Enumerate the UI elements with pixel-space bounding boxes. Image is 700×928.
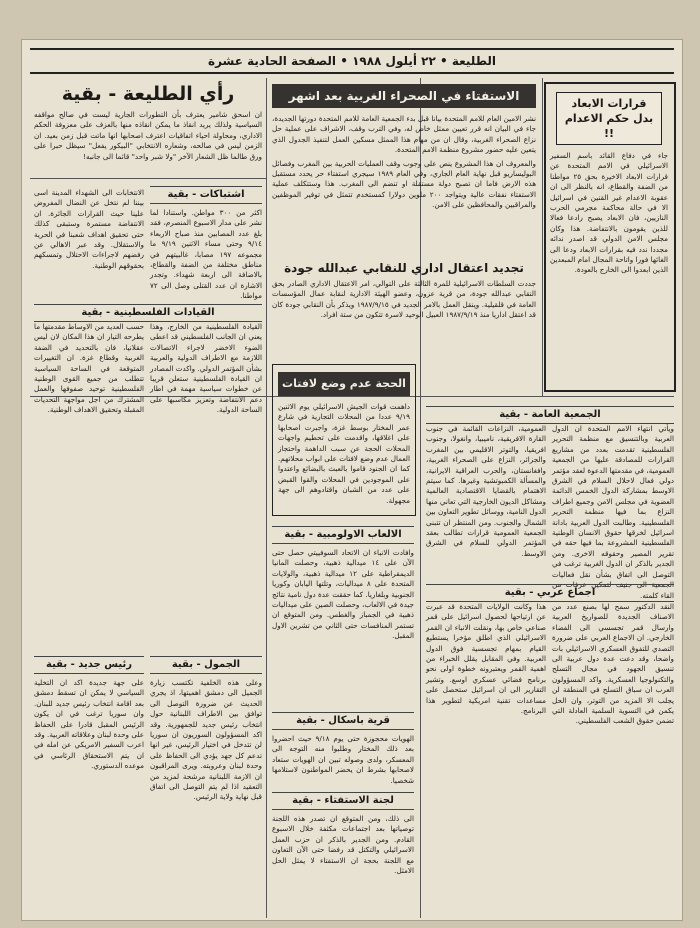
editorial-article <box>34 82 262 165</box>
statements-body: اكثر من ٣٠٠ مواطن. واستنادا لما نشر على مدار الاسبوع المنصرم، فقد بلغ عدد المصابين منذ صباح الاربعاء ٩/١٤ وحتى مساء الاثنين ٩/١٩ ما مجموعه ١٩٧ مصابا، غالبيتهم في مناطق مختلفة من الضفة والقطاع، بالاضافة الى اربعة شهداء. وتجدر الاشارة ان عدد القتلى وصل الى ٧٢ مواطنا. <box>150 208 263 301</box>
interview-body: الانتخابات الى الشهداء المدينة اسى بيننا لم نتخل عن النضال المفروض علينا حيث القرارات الجائرة. ان الانتفاضة مستمرة وستبقى كذلك حتى تحقيق اهداف شعبنا في الحرية والاستقلال. وقد عبر الاهالي عن رفضهم لاجراءات الاحتلال وتمسكهم بحقوقهم الوطنية. <box>34 188 144 270</box>
baskall-title: قرية باسكال - بقية <box>272 712 414 730</box>
deportation-article <box>550 88 668 279</box>
referendum-title: الاستفتاء في الصحراء الغربية بعد اشهر <box>272 84 536 108</box>
detention-title: تجديد اعتقال اداري للنقابي عبدالله جودة <box>284 261 524 275</box>
arms-title: اجماع عربي - بقية <box>426 584 674 602</box>
baskall-body: الهويات محجوزة حتى يوم ٩/١٨ حيث احضروا بعد ذلك المختار وطلبوا منه التوجه الى المعسكر، ولدى وصوله تبين ان الهويات ستعاد لاصحابها بشرط ان يحضر المواطنون لاستلامها شخصيا. <box>272 734 414 785</box>
deportation-body: جاء في دفاع القائد باسم السفير الاسرائيلي في الامم المتحدة عن قرارات الابعاد الاخيرة بحق ٢٥ مواطنا من الضفة والقطاع، انه بالنظر الى ان عقوبة الاعدام غير القنين في اسرائيل الا في حالة محاكمة مجرمي الحرب النازيين، فان الابعاد يصبح رادعا فعالا للذين يقومون بالانتفاضة. هذا وكان مجلس الامن الدولي قد اصدر ندائه مجددا ندد فيه بقرارات الابعاد ودعا الى الغائها فورا واتاحة المجال امام المبعدين الذين ابعدوا الى الخارج بالعودة. <box>550 151 668 275</box>
olympics-body: وافادت الانباء ان الاتحاد السوفييتي حصل حتى الآن على ١٤ ميدالية ذهبية، وحصلت المانيا الديمقراطية على ١٢ ميدالية ذهبية، والولايات المتحدة على ٨ ميداليات، وتلتها اليابان وكوريا الجنوبية وبلغاريا. كما حققت عدة دول نامية نتائج جيدة في الالعاب، وحصلت الصين على ميداليات ذهبية في الجمباز والغطس. ومن المتوقع ان تستمر المنافسات حتى الثاني من تشرين الاول المقبل. <box>272 548 414 641</box>
committee-title: لجنة الاستفتاء - بقية <box>272 792 414 810</box>
leaders-col-2 <box>34 322 144 419</box>
section-rule <box>30 178 266 179</box>
baskall-article <box>272 708 414 789</box>
assembly-body-1: ويأتي انتهاء الامم المتحدة ان الدول العربية وبالتنسيق مع منظمة التحرير الفلسطينية تقدمت بعدد من مشاريع القرارات للمصادقة عليها من الجمعية العمومية، في مقدمتها الدعوة لعقد مؤتمر دولي فعال لاحلال السلام في الشرق الاوسط بمشاركة الدول الخمس الدائمة العضوية في مجلس الامن وجميع اطراف النزاع بما فيها منظمة التحرير الفلسطينية. وطالبت الدول العربية بادانة اسرائيل لخرقها حقوق الانسان الوطنية الفلسطينية المشروعة بما فيها حقه في تقرير المصير وحقوقه الاخرى. ومن الجدير بالذكر ان الدول الغربية ترغب في التوصل الى اتفاق بشأن نقل فعاليات الجمعية الى جنيف لتمكين عرفات من القاء كلمته. <box>552 424 674 600</box>
column-rule <box>266 78 267 918</box>
president-title: رئيس جديد - بقية <box>34 656 144 674</box>
arms-col <box>552 602 674 730</box>
us-body: هذا وكانت الولايات المتحدة قد عبرت عن ارتياحها لحصول اسرائيل على قمر صناعي خاص بها، ونقلت الانباء ان القمر الاسرائيلي الذي اطلق مؤخرا يستطيع القيام بمهام تجسسية فوق الدول العربية. وفي المقابل يقلل الخبراء من اهمية القمر ويعتبرونه خطوة اولى نحو برنامج فضائي عسكري اوسع. وتشير التقارير الى ان اسرائيل ستحصل على مساعدات تقنية امريكية لتطوير هذا البرنامج. <box>426 602 546 716</box>
arms-body: النقد الدكتور سمح لها بصنع عدد من الاصناف الجديدة للصواريخ العربية وارسال قمر تجسسي الى الفضاء الخارجي. ان الاجماع العربي على ضرورة التصدي للتفوق العسكري الاسرائيلي بات واضحا، وقد دعت عدة دول عربية الى تنسيق الجهود في مجال التسلح والتكنولوجيا العسكرية. واكد المسؤولون العرب ان سباق التسلح في المنطقة لن يجلب الا المزيد من التوتر، وان الحل يكمن في التسوية السلمية العادلة التي تضمن حقوق الشعب الفلسطيني. <box>552 602 674 726</box>
committee-body: الى ذلك، ومن المتوقع ان تصدر هذه اللجنة توصياتها بعد اجتماعات مكثفة خلال الاسبوع القادم. ومن الجدير بالذكر ان حزب العمل الاسرائيلي والتكتل قد رفضا حتى الآن التعاون مع اللجنة بحجة ان الاستفتاء لا يمثل الحل الامثل. <box>272 814 414 876</box>
president-article <box>34 652 144 775</box>
president-body: على جهة جديدة اكد ان التخلية السياسي لا يمكن ان تسقط دمشق بعد اقامة انتخاب رئيس جديد للبنان. وان سوريا ترغب في ان يكون الرئيس المقبل قادرا على الحفاظ على وحدة لبنان وعلاقاته العربية. وقد اعرب السفير الامريكي عن امله في ان يتم الاستحقاق الرئاسي في موعده الدستوري. <box>34 678 144 771</box>
column-rule <box>542 78 543 396</box>
editorial-title: رأي الطليعة - بقية <box>61 83 235 105</box>
assembly-body-2: العمومية، النزاعات القائمة في جنوب القارة الافريقية، ناميبيا، وانغولا، وجنوب افريقيا، والتوتر الاقليمي بين المغرب والجزائر، النزاع على الصحراء الغربية، وافغانستان، والحرب العراقية الايرانية، والمسألة الكمبوتشية وغيرها. كما سيتم الاهتمام بالقضايا الاقتصادية العالمية ومشاكل الديون الخارجية التي تعاني منها الدول النامية، ووسائل تطوير التعاون بين الشمال والجنوب. ومن المنتظر ان تتبنى الجمعية العمومية قرارات تطالب بعقد المؤتمر الدولي للسلام في الشرق الاوسط. <box>426 424 546 558</box>
page-header: الطليعة • ٢٢ أيلول ١٩٨٨ • الصفحة الحادية عشرة <box>30 48 674 74</box>
referendum-body-1: نشر الامين العام للامم المتحدة بيانا قبل بدء الجمعية العامة للامم المتحدة دورتها الجديدة، جاء في البيان انه قرر تعيين ممثل خاص له، وفي الترب وقف، الاشراف على عملية حل نزاع الصحراء الغربية، وقال ان من مهام هذا الممثل مسكين العمل لتنفيذ الجدول الذي يتعين عليه حضور مشروع منظمة الامم المتحدة. <box>272 114 536 155</box>
lebanon-body: وعلى هذه الخلفية تكتسب زيارة الجميل الى دمشق اهميتها، اذ يجري الحديث عن ضرورة التوصل الى توافق بين الاطراف اللبنانية حول انتخاب رئيس جديد للجمهورية. وقد اكد المسؤولون السوريون ان سوريا لن تتدخل في اختيار الرئيس، غير انها تدعم كل جهد يؤدي الى الحفاظ على وحدة لبنان وعروبته. ويرى المراقبون ان الازمة اللبنانية مرشحة لمزيد من التعقيد اذا لم يتم التوصل الى اتفاق قبل نهاية ولاية الرئيس. <box>150 678 262 802</box>
leaders-title: القيادات الفلسطينية - بقية <box>34 304 262 322</box>
committee-article <box>272 788 414 879</box>
statements-title: اشتباكات - بقية <box>150 186 262 204</box>
referendum-article <box>272 82 536 214</box>
deportation-title: قرارات الابعاد بدل حكم الاعدام !! <box>556 92 662 145</box>
editorial-body: ان اسحق شامير يعترف بأن التطورات الجارية ليست في صالح مواقفه السياسية ولذلك يريد انقاذ ما يمكن انقاذه منها بالعزف على معزوفة الحكم الاداري، ومحاولة احياء اتفاقيات اعترف اصحابها انها ماتت قبل زمن بعيد. ان الزمن ليس في صالحه، وشعاره الانتخابي "البيكور يفعل" سيظل حبرا على ورق طالما ظل الشعار الآخر "ولا شبر واحد" قائما الى جانبه! <box>34 110 262 161</box>
army-article <box>278 370 410 509</box>
army-body: داهمت قوات الجيش الاسرائيلي يوم الاثنين ٩/١٩ عددا من المحلات التجارية في شارع عمر المختار بوسط غزة، واجبرت اصحابها على اغلاقها، واقدمت على تحطيم واجهات المحلات الحجة عن سبب الداهمة واحتجاز العمال عدم وضع لافتات على ابواب محلاتهم. كما ان الجنود قاموا بالعبث بالبضائع واعتدوا على الموجودين في المحلات والقوا القبض على عدد من الشبان واقتادوهم الى جهة مجهولة. <box>278 402 410 505</box>
referendum-body-2: والمعروف ان هذا المشروع ينص على وجوب وقف العمليات الحربية بين المغرب وفصائل البوليساريو قبل نهاية العام الجاري، وفي العام ١٩٨٩ سيجري استفتاء حر يحدد مستقبل هذه الارض فاما ان تصبح دولة مستقلة او تنضم الى المغرب. هذا وستتكلف عملية الاستفتاء نفقات عالية ويتواجد ٢٠٠ ملوين دولارا كمستخدم تتمثل في توفير الموظفين والمراقبين والمحافظين على الامن. <box>272 158 537 210</box>
leaders-col-1 <box>150 322 262 419</box>
detention-body: جددت السلطات الاسرائيلية للمرة الثالثة على التوالي، امر الاعتقال الاداري الصادر بحق النقابي عبدالله جودة، من قرية عزون، وعضو الهيئة الادارية لنقابة عمال المؤسسات العامة في قلقيلية. وينقل العمل بالامر الجديد في ١٩٨٧/٩/١٥ ويذكر بأن النقابي جودة كان قد اعتقل اداريا منذ ١٩٨٧/٩/١٩ العبيل الوحيد لاسرة تتكون من ستة افراد. <box>272 279 536 320</box>
newspaper-page <box>22 40 682 920</box>
olympics-title: الالعاب الاولومبية - بقية <box>272 526 414 544</box>
us-article <box>426 602 546 719</box>
assembly-col-1 <box>552 424 674 604</box>
assembly-title: الجمعية العامة - بقية <box>426 406 674 424</box>
olympics-article <box>272 522 414 645</box>
statements-article <box>150 182 262 305</box>
detention-article <box>272 260 536 324</box>
army-title: الحجة عدم وضع لافتات <box>278 372 410 396</box>
leaders-body-2: حسب العديد من الاوساط مقدمتها ما يطرحه التيار ان هذا المكان لان ليس عقلانيا، فان بالتحديد في الضفة الغربية وقطاع غزة. ان التغييرات المتوقعة في الساحة السياسية تتطلب من جميع القوى الوطنية الفلسطينية توحيد صفوفها والعمل المشترك من اجل مواجهة التحديات المقبلة وتحقيق الاهداف الوطنية. <box>34 322 144 415</box>
lebanon-title: الجمول - بقية <box>150 656 262 674</box>
leaders-body-1: القيادة الفلسطينية من الخارج، وهذا يعني ان الجانب الفلسطيني قد اعطى الضوء الاخضر لاجراء الاتصالات اللازمة مع الاطراف الدولية والعربية بشأن المؤتمر الدولي. واكدت المصادر ان القيادة الفلسطينية ستعلن قريبا عن خطوات سياسية مهمة في اطار دعم الانتفاضة وتعزيز مكاسبها على الساحة الدولية. <box>150 322 262 415</box>
interview-article <box>34 188 144 274</box>
lebanon-article <box>150 652 262 806</box>
assembly-col-2 <box>426 424 546 562</box>
